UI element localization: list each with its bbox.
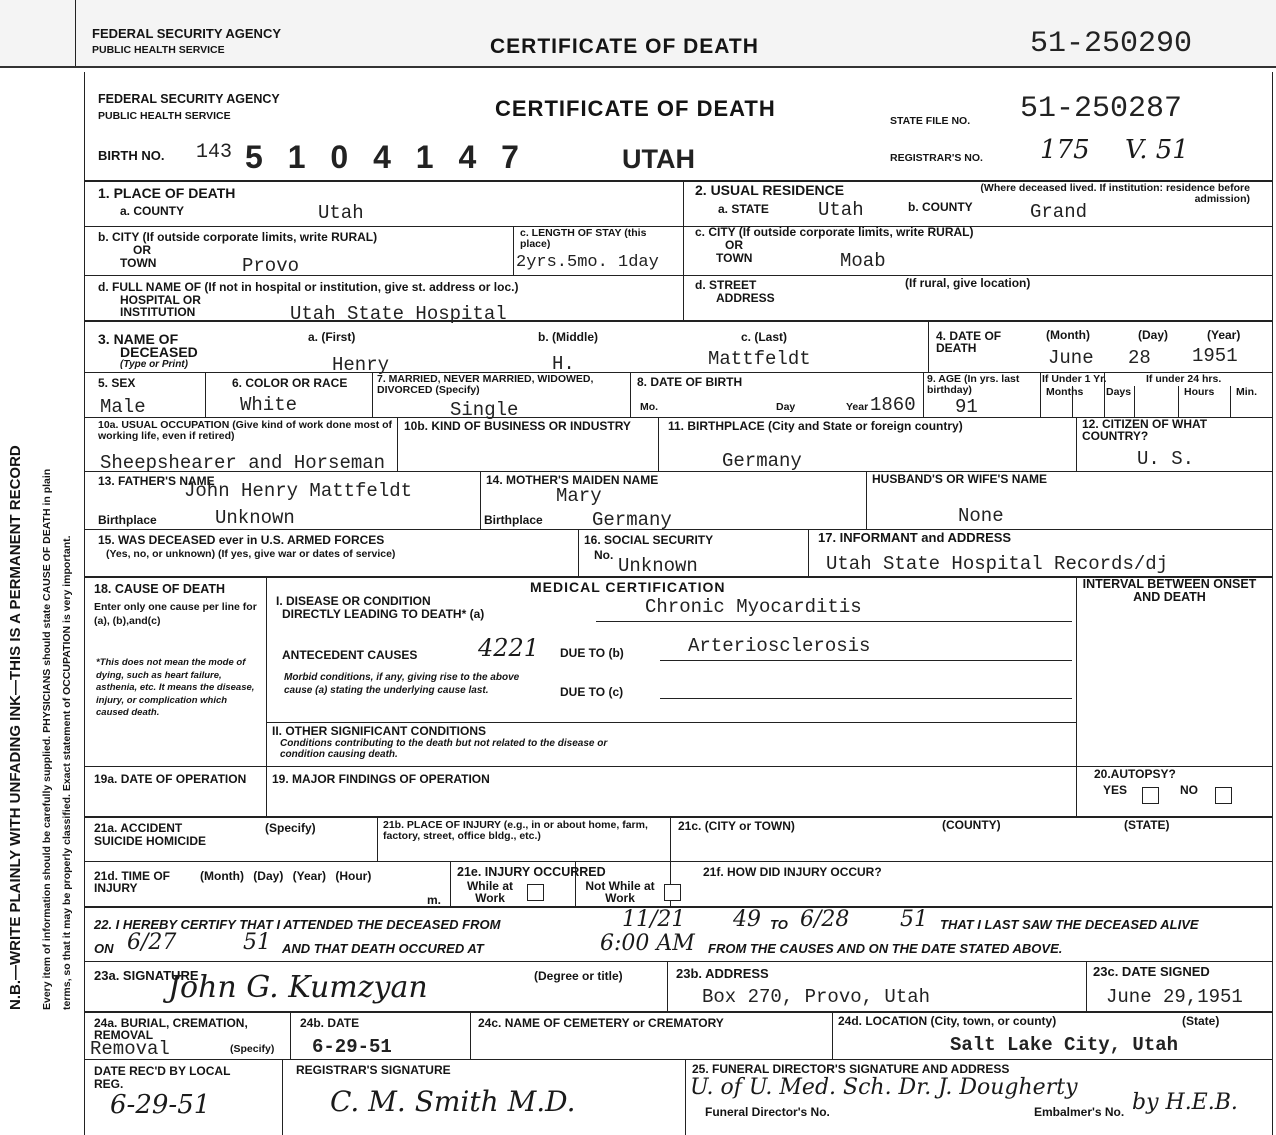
cause-b-value: Arteriosclerosis bbox=[688, 635, 871, 657]
informant-label: 17. INFORMANT and ADDRESS bbox=[818, 530, 1012, 545]
residence-label: 2. USUAL RESIDENCE bbox=[695, 182, 845, 198]
street-label: d. STREET bbox=[695, 278, 757, 292]
received-label: DATE REC'D BY LOCAL REG. bbox=[94, 1064, 231, 1091]
autopsy-yes-checkbox[interactable] bbox=[1142, 787, 1159, 804]
injury-city-label: 21c. (CITY or TOWN) bbox=[678, 819, 795, 833]
cause-a-value: Chronic Myocarditis bbox=[645, 596, 862, 618]
ssn-no-label: No. bbox=[594, 548, 614, 562]
hospital-label3: INSTITUTION bbox=[120, 305, 196, 319]
res-state-value: Utah bbox=[818, 199, 864, 221]
autopsy-no-checkbox[interactable] bbox=[1215, 787, 1232, 804]
birth-date-label: 8. DATE OF BIRTH bbox=[637, 375, 743, 389]
disease-label: I. DISEASE OR CONDITION bbox=[276, 594, 431, 608]
certify-text4: FROM THE CAUSES AND ON THE DATE STATED ABOVE. bbox=[708, 941, 1063, 956]
not-while-at-work-checkbox[interactable] bbox=[664, 884, 681, 901]
res-city-value: Moab bbox=[840, 250, 886, 272]
while-at-work-checkbox[interactable] bbox=[527, 884, 544, 901]
interval-label: INTERVAL BETWEEN ONSET AND DEATH bbox=[1082, 577, 1257, 604]
birth-day-label: Day bbox=[776, 401, 796, 413]
birthplace-label: 11. BIRTHPLACE (City and State or foreign country) bbox=[668, 419, 963, 433]
burial-label: 24a. BURIAL, CREMATION, REMOVAL bbox=[94, 1016, 248, 1042]
under-24-label: If under 24 hrs. bbox=[1146, 373, 1222, 385]
days-label: Days bbox=[1106, 386, 1132, 398]
deceased-label2: DECEASED bbox=[120, 344, 198, 360]
citizen-value: U. S. bbox=[1137, 448, 1195, 470]
death-month: June bbox=[1048, 347, 1094, 369]
injury-time-columns: (Month) (Day) (Year) (Hour) bbox=[200, 869, 372, 883]
burial-specify: (Specify) bbox=[230, 1043, 275, 1055]
stay-value: 2yrs.5mo. 1day bbox=[516, 253, 659, 272]
middle-name-value: H. bbox=[552, 353, 575, 375]
father-birthplace-value: Unknown bbox=[215, 507, 295, 529]
top-service: PUBLIC HEALTH SERVICE bbox=[92, 44, 225, 56]
due-to-b-label: DUE TO (b) bbox=[560, 646, 624, 660]
res-city-town: TOWN bbox=[716, 251, 753, 265]
registrar-no-label: REGISTRAR'S NO. bbox=[890, 152, 983, 164]
certify-from-year: 49 bbox=[733, 907, 761, 932]
sidebar-line1: Every item of information should be carefully supplied. PHYSICIANS should state CAUSE OF DEATH in plain bbox=[41, 468, 53, 1010]
first-name-label: a. (First) bbox=[308, 330, 356, 344]
death-year: 1951 bbox=[1192, 345, 1238, 367]
first-name-value: Henry bbox=[332, 354, 390, 376]
embalmer-no-label: Embalmer's No. bbox=[1034, 1105, 1125, 1119]
accident-label: 21a. ACCIDENT SUICIDE HOMICIDE bbox=[94, 821, 207, 848]
not-while-at-work-label: Not While at Work bbox=[585, 879, 655, 905]
city-label: b. CITY (If outside corporate limits, write RURAL) bbox=[98, 230, 378, 244]
burial-value: Removal bbox=[90, 1038, 170, 1060]
mother-birthplace-value: Germany bbox=[592, 509, 672, 531]
street-note: (If rural, give location) bbox=[905, 276, 1031, 290]
city-or: OR bbox=[133, 243, 151, 257]
autopsy-no-label: NO bbox=[1180, 783, 1198, 797]
marital-value: Single bbox=[450, 399, 519, 421]
last-name-value: Mattfeldt bbox=[708, 348, 811, 370]
other-conditions-sub: Conditions contributing to the death but not related to the disease or condition causing death. bbox=[280, 738, 608, 760]
county-label: a. COUNTY bbox=[120, 204, 185, 218]
while-at-work-label: While at Work bbox=[466, 879, 513, 905]
months-label: Months bbox=[1046, 386, 1084, 398]
res-county-label: b. COUNTY bbox=[908, 200, 973, 214]
min-label: Min. bbox=[1236, 386, 1257, 398]
race-label: 6. COLOR OR RACE bbox=[232, 376, 348, 390]
top-file-no: 51-250290 bbox=[1030, 27, 1193, 61]
location-value: Salt Lake City, Utah bbox=[950, 1034, 1179, 1056]
res-city-or: OR bbox=[725, 238, 743, 252]
mother-birthplace-label: Birthplace bbox=[484, 513, 543, 527]
birthplace-value: Germany bbox=[722, 450, 802, 472]
hours-label: Hours bbox=[1184, 386, 1215, 398]
business-label: 10b. KIND OF BUSINESS OR INDUSTRY bbox=[404, 419, 631, 433]
disease-label2: DIRECTLY LEADING TO DEATH* (a) bbox=[282, 607, 485, 621]
sex-value: Male bbox=[100, 396, 146, 418]
occupation-value: Sheepshearer and Horseman bbox=[100, 452, 386, 474]
certify-last-year: 51 bbox=[243, 930, 271, 955]
date-signed-value: June 29,1951 bbox=[1106, 986, 1243, 1008]
injury-state-label: (STATE) bbox=[1124, 818, 1170, 832]
injury-place-label: 21b. PLACE OF INJURY (e.g., in or about home, farm, factory, street, office bldg., etc.) bbox=[383, 819, 648, 842]
morbid-note: Morbid conditions, if any, giving rise to the above cause (a) stating the underlying cause last. bbox=[284, 672, 520, 696]
death-date-label: 4. DATE OF DEATH bbox=[936, 329, 1002, 355]
due-to-c-label: DUE TO (c) bbox=[560, 685, 624, 699]
state-file-label: STATE FILE NO. bbox=[890, 115, 971, 127]
ssn-value: Unknown bbox=[618, 555, 698, 577]
mother-label: 14. MOTHER'S MAIDEN NAME bbox=[486, 473, 659, 487]
hospital-label: d. FULL NAME OF (If not in hospital or institution, give st. address or loc.) bbox=[98, 280, 519, 294]
certify-time: 6:00 AM bbox=[600, 931, 695, 956]
age-value: 91 bbox=[955, 396, 978, 418]
marital-label: 7. MARRIED, NEVER MARRIED, WIDOWED, DIVORCED (Specify) bbox=[377, 373, 594, 396]
hospital-label2: HOSPITAL OR bbox=[120, 293, 201, 307]
funeral-director-label: 25. FUNERAL DIRECTOR'S SIGNATURE AND ADDRESS bbox=[692, 1062, 1010, 1076]
service-label: PUBLIC HEALTH SERVICE bbox=[98, 110, 231, 122]
address-value: Box 270, Provo, Utah bbox=[702, 986, 931, 1008]
spouse-label: HUSBAND'S OR WIFE'S NAME bbox=[872, 472, 1048, 486]
certify-text1: 22. I HEREBY CERTIFY THAT I ATTENDED THE DECEASED FROM bbox=[94, 917, 501, 932]
cause-note: *This does not mean the mode of dying, such as heart failure, asthenia, etc. It means the disease, injury, or complication which caused death. bbox=[96, 657, 255, 718]
city-value: Provo bbox=[242, 255, 300, 277]
hospital-value: Utah State Hospital bbox=[290, 303, 507, 325]
res-city-label: c. CITY (If outside corporate limits, write RURAL) bbox=[695, 225, 974, 239]
autopsy-yes-label: YES bbox=[1103, 783, 1128, 797]
ssn-label: 16. SOCIAL SECURITY bbox=[584, 533, 714, 547]
injury-time-m: m. bbox=[427, 893, 442, 907]
birth-yr-label: Year bbox=[846, 401, 869, 413]
injury-occurred-label: 21e. INJURY OCCURRED bbox=[457, 865, 606, 879]
embalmer-value: by H.E.B. bbox=[1132, 1090, 1238, 1115]
res-county-value: Grand bbox=[1030, 201, 1088, 223]
injury-time-label: 21d. TIME OF INJURY bbox=[94, 869, 171, 895]
certify-from: 11/21 bbox=[622, 907, 686, 932]
funeral-director-no-label: Funeral Director's No. bbox=[705, 1105, 830, 1119]
sex-label: 5. SEX bbox=[98, 376, 136, 390]
registrar-signature: C. M. Smith M.D. bbox=[330, 1085, 576, 1118]
place-of-death-label: 1. PLACE OF DEATH bbox=[98, 185, 236, 201]
sidebar-line2: terms, so that it may be properly classified. Exact statement of OCCUPATION is very important. bbox=[61, 535, 73, 1010]
birth-mo-label: Mo. bbox=[640, 401, 659, 413]
antecedent-label: ANTECEDENT CAUSES bbox=[282, 648, 418, 662]
funeral-director-signature: U. of U. Med. Sch. Dr. J. Dougherty bbox=[690, 1075, 1078, 1100]
spouse-value: None bbox=[958, 505, 1004, 527]
cause-code: 4221 bbox=[478, 634, 540, 662]
accident-specify: (Specify) bbox=[265, 821, 316, 835]
autopsy-label: 20.AUTOPSY? bbox=[1094, 767, 1176, 781]
day-label: (Day) bbox=[1138, 328, 1169, 342]
father-label: 13. FATHER'S NAME bbox=[98, 474, 215, 488]
registrar-sig-label: REGISTRAR'S SIGNATURE bbox=[296, 1063, 451, 1077]
birth-year-value: 1860 bbox=[870, 394, 916, 416]
death-day: 28 bbox=[1128, 347, 1151, 369]
age-label: 9. AGE (In yrs. last birthday) bbox=[927, 373, 1020, 396]
operation-date-label: 19a. DATE OF OPERATION bbox=[94, 772, 247, 786]
residence-note: (Where deceased lived. If institution: residence before admission) bbox=[980, 182, 1250, 205]
month-label: (Month) bbox=[1046, 328, 1090, 342]
certify-on: ON bbox=[94, 941, 114, 956]
medical-header: MEDICAL CERTIFICATION bbox=[530, 579, 726, 595]
findings-label: 19. MAJOR FINDINGS OF OPERATION bbox=[272, 772, 490, 786]
father-birthplace-label: Birthplace bbox=[98, 513, 157, 527]
date-signed-label: 23c. DATE SIGNED bbox=[1093, 964, 1210, 979]
certify-to-date: 6/28 bbox=[800, 907, 850, 932]
birth-no-label: BIRTH NO. bbox=[98, 148, 165, 163]
degree-label: (Degree or title) bbox=[534, 969, 623, 983]
middle-name-label: b. (Middle) bbox=[538, 330, 598, 344]
birth-no-value: 143 bbox=[196, 141, 233, 164]
occupation-label: 10a. USUAL OCCUPATION (Give kind of work done most of working life, even if retired) bbox=[98, 419, 393, 442]
physician-signature: John G. Kumzyan bbox=[168, 970, 428, 1005]
year-label: (Year) bbox=[1207, 328, 1241, 342]
location-label: 24d. LOCATION (City, town, or county) bbox=[838, 1014, 1057, 1028]
certify-to: TO bbox=[770, 917, 788, 932]
registrar-no-value: 175 bbox=[1040, 135, 1090, 165]
deceased-label3: (Type or Print) bbox=[120, 359, 188, 370]
father-value: John Henry Mattfeldt bbox=[184, 480, 413, 502]
address-label: 23b. ADDRESS bbox=[676, 966, 769, 981]
how-injury-label: 21f. HOW DID INJURY OCCUR? bbox=[703, 865, 882, 879]
certify-text2: THAT I LAST SAW THE DECEASED ALIVE bbox=[940, 917, 1199, 932]
top-agency: FEDERAL SECURITY AGENCY bbox=[92, 26, 282, 41]
street-label2: ADDRESS bbox=[716, 291, 775, 305]
mother-value: Mary bbox=[556, 485, 602, 507]
deceased-label: 3. NAME OF bbox=[98, 331, 179, 347]
armed-forces-label: 15. WAS DECEASED ever in U.S. ARMED FORCES bbox=[98, 533, 385, 547]
location-state-label: (State) bbox=[1182, 1014, 1220, 1028]
birth-stamp-number: 5 1 0 4 1 4 7 bbox=[245, 139, 527, 175]
race-value: White bbox=[240, 394, 298, 416]
burial-date-label: 24b. DATE bbox=[300, 1016, 360, 1030]
under-one-label: If Under 1 Yr. bbox=[1042, 373, 1107, 385]
county-value: Utah bbox=[318, 202, 364, 224]
sidebar-title: N.B.—WRITE PLAINLY WITH UNFADING INK—THIS IS A PERMANENT RECORD bbox=[7, 445, 24, 1010]
signature-label: 23a. SIGNATURE bbox=[94, 968, 199, 983]
received-value: 6-29-51 bbox=[110, 1090, 211, 1120]
registrar-volume: V. 51 bbox=[1125, 135, 1189, 165]
birth-stamp-state: UTAH bbox=[622, 144, 695, 174]
state-file-number: 51-250287 bbox=[1020, 92, 1183, 126]
cause-label: 18. CAUSE OF DEATH bbox=[94, 582, 226, 596]
informant-value: Utah State Hospital Records/dj bbox=[826, 553, 1169, 575]
injury-county-label: (COUNTY) bbox=[942, 818, 1001, 832]
res-state-label: a. STATE bbox=[718, 202, 769, 216]
cemetery-label: 24c. NAME OF CEMETERY or CREMATORY bbox=[478, 1016, 724, 1030]
stay-label: c. LENGTH OF STAY (this place) bbox=[520, 227, 647, 250]
other-conditions-label: II. OTHER SIGNIFICANT CONDITIONS bbox=[272, 724, 487, 738]
armed-forces-sub: (Yes, no, or unknown) (If yes, give war or dates of service) bbox=[106, 548, 396, 560]
certify-text3: AND THAT DEATH OCCURED AT bbox=[282, 941, 484, 956]
top-title: CERTIFICATE OF DEATH bbox=[490, 35, 759, 58]
agency-label: FEDERAL SECURITY AGENCY bbox=[98, 92, 280, 106]
burial-date-value: 6-29-51 bbox=[312, 1036, 392, 1058]
certify-last-seen: 6/27 bbox=[127, 930, 177, 955]
certificate-title: CERTIFICATE OF DEATH bbox=[495, 96, 776, 121]
last-name-label: c. (Last) bbox=[741, 330, 788, 344]
citizen-label: 12. CITIZEN OF WHAT COUNTRY? bbox=[1082, 417, 1208, 443]
certify-to-year: 51 bbox=[900, 907, 928, 932]
city-town: TOWN bbox=[120, 256, 157, 270]
cause-sub: Enter only one cause per line for (a), (b),and(c) bbox=[94, 601, 257, 627]
